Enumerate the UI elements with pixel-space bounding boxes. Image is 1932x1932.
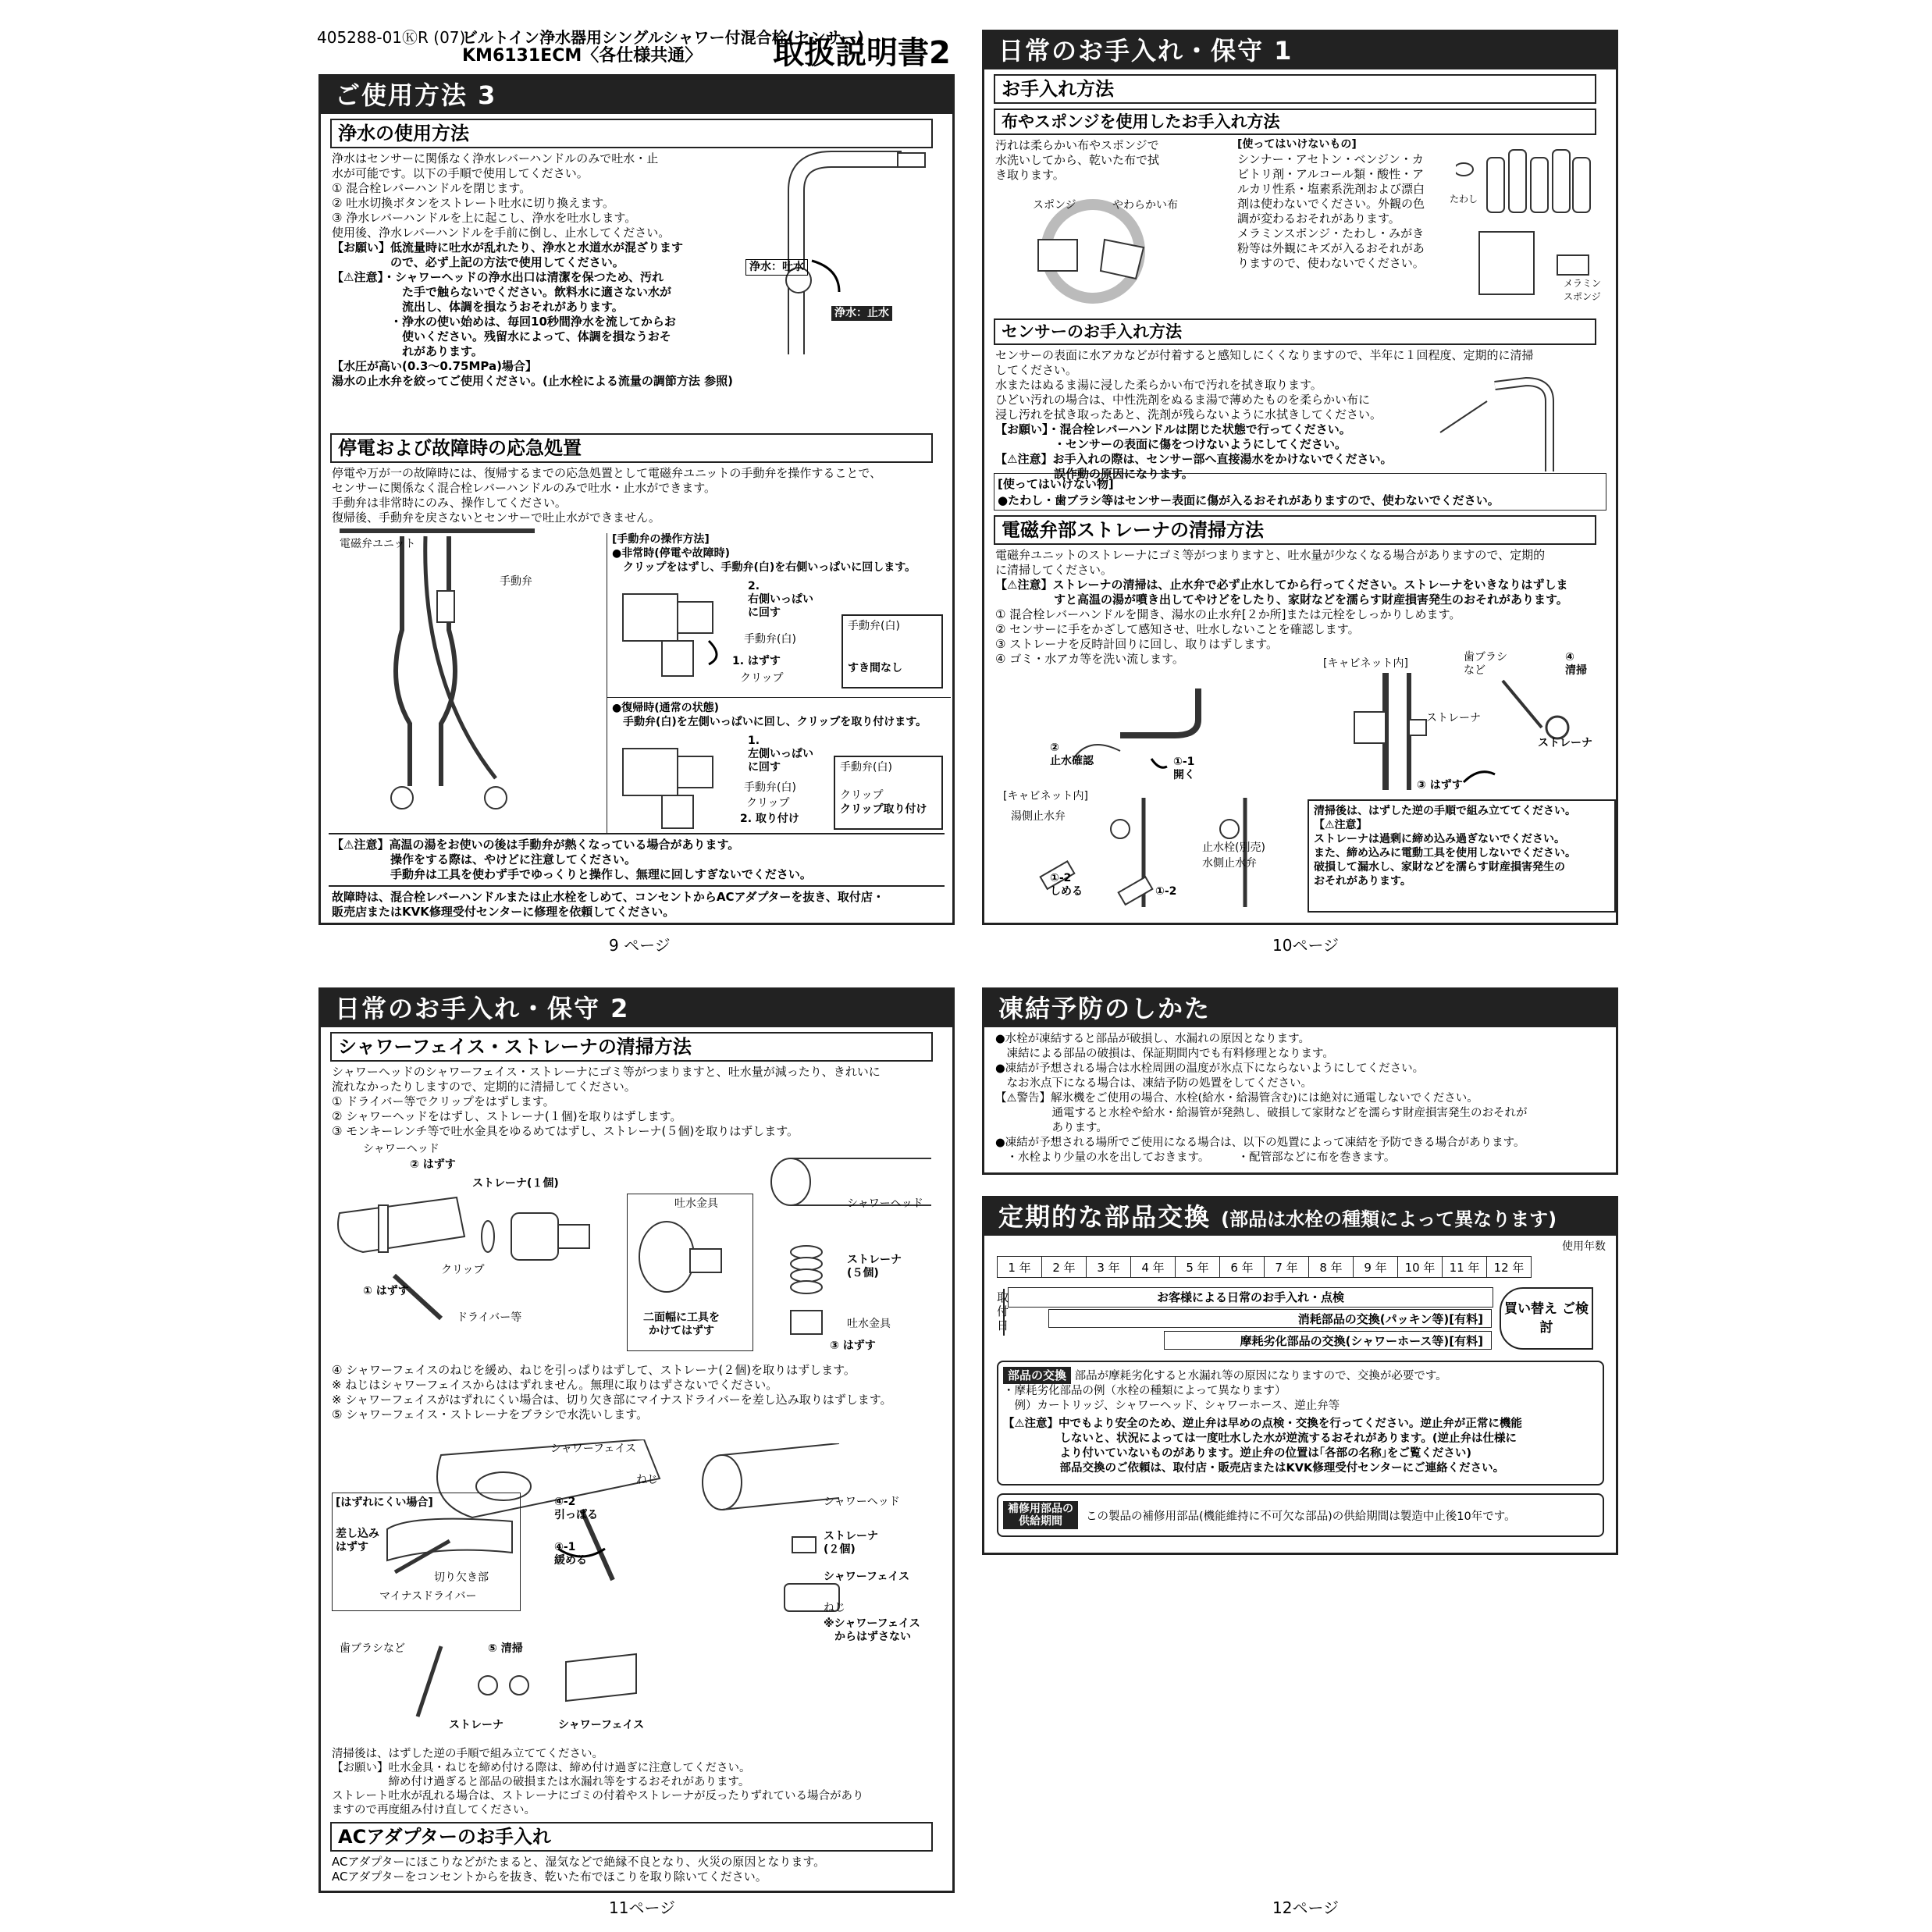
- label-cabinet: [キャビネット内]: [1323, 657, 1408, 670]
- label-shower-head: シャワーヘッド: [363, 1143, 439, 1155]
- parts-text: 部品が摩耗劣化すると水漏れ等の原因になりますので、交換が必要です。 ・摩耗劣化部品の例（水栓の種類によって異なります） 例）カートリッジ、シャワーヘッド、シャワーホース、逆止弁等: [1003, 1370, 1447, 1412]
- strainer-text: 電磁弁ユニットのストレーナにゴミ等がつまりますと、吐水量が少なくなる場合がありますので、定期的 に清掃してください。: [995, 548, 1546, 577]
- section-cloth-care: 布やスポンジを使用したお手入れ方法: [994, 109, 1596, 135]
- sensor-faucet-illustration: [1432, 370, 1604, 471]
- e-clip: クリップ: [740, 672, 784, 685]
- restore-heading: ●復帰時(通常の状態): [612, 702, 720, 714]
- page-10-title: 日常のお手入れ・保守 1: [984, 32, 1616, 69]
- emergency-instruction: クリップをはずし、手動弁(白)を右側いっぱいに回します。: [623, 561, 916, 574]
- page-10-panel: [982, 30, 1618, 925]
- page-9-panel: [318, 74, 955, 925]
- label-remove-1: ① はずす: [363, 1285, 409, 1297]
- label-brush: 歯ブラシなど: [340, 1642, 405, 1655]
- section-sensor-care: センサーのお手入れ方法: [994, 318, 1596, 345]
- label-close: ①-2 しめる: [1050, 872, 1083, 898]
- label-spout: 吐水金具: [674, 1197, 718, 1210]
- label-shower-face-3: シャワーフェイス: [558, 1719, 645, 1731]
- page-9-number: 9 ページ: [609, 936, 671, 955]
- label-1-2: ①-2: [1155, 885, 1177, 898]
- label-driver: ドライバー等: [457, 1311, 522, 1324]
- label-remove-2: ② はずす: [410, 1158, 456, 1171]
- supply-tag: 補修用部品の 供給期間: [1003, 1501, 1078, 1529]
- solenoid-unit-illustration: [340, 528, 543, 833]
- ng-heading: [使ってはいけないもの]: [1237, 138, 1357, 151]
- label-screw-2: ねじ: [824, 1602, 845, 1614]
- spout-illustration: [635, 1218, 745, 1304]
- supply-text: この製品の補修用部品(機能維持に不可欠な部品)の供給期間は製造中止後10年です。: [1086, 1510, 1516, 1523]
- page-11-panel: [318, 987, 955, 1893]
- r-clip: クリップ: [746, 797, 790, 809]
- parts-title-sub: (部品は水栓の種類によって異なります): [1221, 1208, 1557, 1230]
- label-strainer: ストレーナ: [1426, 712, 1481, 724]
- ng-text: シンナー・アセトン・ベンジン・カ ビトリ剤・アルコール類・酸性・ア ルカリ性系・塩素系洗剤および漂白 剤は使わないでください。外観の色 調が変わるおそれがあります。 メラミンスポンジ・たわし・みがき 粉等は外観にキズが入るおそれがあ りますので、使わないでください。: [1237, 152, 1425, 270]
- r-box-attach: クリップ取り付け: [840, 803, 927, 816]
- hot-valve-caution: 【⚠注意】高温の湯をお使いの後は手動弁が熱くなっている場合があります。 操作をする際は、やけどに注意してください。 手動弁は工具を使わず手でゆっくりと操作し、無理に回しすぎないでください。: [332, 838, 812, 881]
- label-minus-driver: マイナスドライバー: [379, 1590, 477, 1603]
- product-name: ビルトイン浄水器用シングルシャワー付混合栓(センサー): [462, 28, 864, 47]
- years-label: 使用年数: [1562, 1240, 1606, 1253]
- label-confirm: ② 止水確認: [1050, 742, 1094, 767]
- year-cell: 1 年: [998, 1257, 1042, 1278]
- supply-period-box: [997, 1493, 1604, 1537]
- sensor-ng-heading: [使ってはいけない物]: [998, 477, 1114, 491]
- doc-code: 405288-01ⓀR (07): [317, 28, 466, 47]
- label-shisui: 浄水：止水: [831, 306, 892, 321]
- label-open: ①-1 開く: [1173, 756, 1195, 781]
- model-number: KM6131ECM〈各仕様共通〉: [462, 46, 703, 66]
- ac-adapter-text: ACアダプターにほこりなどがたまると、湿気などで絶縁不良となり、火災の原因となります。 ACアダプターをコンセントからを抜き、乾いた布でほこりを取り除いてください。: [332, 1855, 826, 1884]
- year-cell: 7 年: [1265, 1257, 1309, 1278]
- year-cell: 12 年: [1487, 1257, 1532, 1278]
- page-12-parts-panel: [982, 1196, 1618, 1555]
- label-shower-face-2: シャワーフェイス: [824, 1571, 910, 1583]
- r-step2: 2. 取り付け: [740, 813, 799, 825]
- cloth-care-text: 汚れは柔らかい布やスポンジで 水洗いしてから、乾いた布で拭 き取ります。: [995, 138, 1160, 182]
- label-strainer-2pc: ストレーナ (２個): [824, 1530, 878, 1556]
- shower-face-text: シャワーヘッドのシャワーフェイス・ストレーナにゴミ等がつまりますと、吐水量が減ったり、きれいに 流れなかったりしますので、定期的に清掃してください。 ① ドライバー等でクリップをはずします。 ② シャワーヘッドをはずし、ストレーナ(１個)を取りはずします。 ③ モンキーレンチ等で吐水金具をゆるめてはずし、ストレーナ(５個)を取りはずします。: [332, 1065, 881, 1138]
- label-clean: ④ 清掃: [1565, 651, 1587, 677]
- doc-title: 取扱説明書2: [773, 35, 951, 71]
- page-11-title: 日常のお手入れ・保守 2: [321, 990, 952, 1027]
- year-cell: 4 年: [1131, 1257, 1176, 1278]
- label-cabinet-2: [キャビネット内]: [1003, 790, 1088, 802]
- label-cold-valve: 水側止水弁: [1202, 857, 1257, 870]
- sensor-ng-text: ●たわし・歯ブラシ等はセンサー表面に傷が入るおそれがありますので、使わないでください。: [998, 493, 1500, 507]
- label-4-2: ④-2 引っぱる: [554, 1496, 598, 1521]
- year-cell: 2 年: [1042, 1257, 1087, 1278]
- label-strainer-3: ストレーナ: [449, 1719, 503, 1731]
- e-step2: 2. 右側いっぱい に回す: [748, 580, 813, 619]
- label-shower-head-2: シャワーヘッド: [847, 1197, 923, 1210]
- label-shower-face: シャワーフェイス: [550, 1443, 637, 1455]
- label-remove-3: ③ はずす: [830, 1340, 876, 1352]
- emergency-heading: ●非常時(停電や故障時): [612, 547, 731, 560]
- label-strainer-5: ストレーナ (５個): [847, 1254, 902, 1279]
- label-hot-valve: 湯側止水弁: [1011, 810, 1066, 823]
- label-toothbrush: 歯ブラシ など: [1464, 651, 1507, 677]
- label-clean-5: ⑤ 清掃: [488, 1642, 523, 1655]
- page-10-number: 10ページ: [1272, 936, 1340, 955]
- parts-replacement-box: [997, 1361, 1604, 1485]
- valve-restore-illustration: [615, 733, 740, 831]
- parts-caution: 【⚠注意】中でもより安全のため、逆止弁は早めの点検・交換を行ってください。逆止弁が正常に機能 しないと、状況によっては一度吐水した水が逆流するおそれがあります。(逆止弁は仕様に より付いていないものがあります。逆止弁の位置は｢各部の名称｣をご覧ください) 部品交換のご依頼は、取付店・販売店またはKVK修理受付センターにご連絡ください。: [1003, 1418, 1522, 1475]
- shower-face-text-2: ④ シャワーフェイスのねじを緩め、ねじを引っぱりはずして、ストレーナ(２個)を取りはずします。 ※ ねじはシャワーフェイスからははずれません。無理に取りはずさないでください。 ※ シャワーフェイスがはずれにくい場合は、切り欠き部にマイナスドライバーを差し込み取りはずします。 ⑤ シャワーフェイス・ストレーナをブラシで水洗いします。: [332, 1363, 892, 1421]
- r-box-clip: クリップ: [840, 789, 884, 802]
- label-remove: ③ はずす: [1417, 779, 1463, 792]
- r-detail-box: [834, 756, 943, 830]
- label-strainer-2: ストレーナ: [1538, 737, 1592, 749]
- brush-clean-illustration: [410, 1638, 644, 1724]
- sensor-care-text: センサーの表面に水アカなどが付着すると感知しにくくなりますので、半年に１回程度、定期的に清掃 してください。 水またはぬるま湯に浸した柔らかい布で汚れを拭き取ります。 ひどい汚れの場合は、中性洗剤をぬるま湯で薄めたものを柔らかい布に 浸し汚れを拭き取ったあと、洗剤が残らないように水拭きしてください。: [995, 348, 1534, 422]
- r-box-valve: 手動弁(白): [840, 761, 892, 774]
- freeze-title: 凍結予防のしかた: [984, 990, 1616, 1027]
- year-cell: 5 年: [1176, 1257, 1220, 1278]
- section-shower-face: シャワーフェイス・ストレーナの清掃方法: [330, 1032, 933, 1062]
- emergency-text: 停電や万が一の故障時には、復帰するまでの応急処置として電磁弁ユニットの手動弁を操作することで、 センサーに関係なく混合栓レバーハンドルのみで吐水・止水ができます。 手動弁は非常時にのみ、操作してください。 復帰後、手動弁を戻さないとセンサーで吐止水ができません。: [332, 466, 882, 525]
- e-detail-box: [841, 614, 943, 688]
- r-step1: 1. 左側いっぱい に回す: [748, 735, 813, 774]
- label-insert: 差し込み はずす: [336, 1528, 379, 1553]
- years-table: [997, 1256, 1532, 1278]
- strainer-removal-illustration: [1323, 673, 1604, 790]
- strainer-steps: ① 混合栓レバーハンドルを開き、湯水の止水弁[２か所]または元栓をしっかりしめます。 ② センサーに手をかざして感知させ、吐水しないことを確認します。 ③ ストレーナを反時計回りに回し、取りはずします。 ④ ゴミ・水アカ等を洗い流します。: [995, 607, 1461, 666]
- section-purified-usage: 浄水の使用方法: [330, 119, 933, 148]
- purified-usage-text: 浄水はセンサーに関係なく浄水レバーハンドルのみで吐水・止 水が可能です。以下の手順で使用してください。 ① 混合栓レバーハンドルを閉じます。 ② 吐水切換ボタンをストレート吐水に切り換えます。 ③ 浄水レバーハンドルを上に起こし、浄水を吐水します。 使用後、浄水レバーハンドルを手前に倒し、止水してください。: [332, 151, 671, 240]
- minus-driver-illustration: [379, 1514, 516, 1576]
- bar-daily-care: お客様による日常のお手入れ・点検: [1008, 1287, 1493, 1308]
- bar-wear-parts: 摩耗劣化部品の交換(シャワーホース等)[有料]: [1164, 1331, 1492, 1350]
- op-heading: [手動弁の操作方法]: [612, 533, 710, 546]
- year-cell: 6 年: [1220, 1257, 1265, 1278]
- r-valve: 手動弁(白): [744, 781, 796, 794]
- faucet-illustration: [722, 144, 955, 362]
- label-kyusui: 浄水：吐水: [745, 259, 808, 276]
- label-melamine: メラミン スポンジ: [1564, 278, 1602, 302]
- freeze-text: ●水栓が凍結すると部品が破損し、水漏れの原因となります。 凍結による部品の破損は、保証期間内でも有料修理となります。 ●凍結が予想される場合は水栓周囲の温度が氷点下にならないようにしてください。 なお氷点下になる場合は、凍結予防の処置をしてください。 【⚠警告】解氷機をご使用の場合、水栓(給水・給湯管含む)には絶対に通電しないでください。 通電すると水栓や給水・給湯管が発熱し、破損して家財などを濡らす財産損害発生のおそれが あります。 ●凍結が予想される場所でご使用になる場合は、以下の処置によって凍結を予防できる場合があります。 ・水栓より少量の水を出しておきます。 ・配管部などに布を巻きます。: [995, 1033, 1528, 1164]
- purified-usage-warnings: 【お願い】低流量時に吐水が乱れたり、浄水と水道水が混ざります ので、必ず上記の方法で使用してください。 【⚠注意】・シャワーヘッドの浄水出口は清潔を保つため、汚れ た手で触らないでください。飲料水に適さない水が 流出し、体調を損なうおそれがあります。 ・浄水の使い始めは、毎回10秒間浄水を流してからお 使いください。残留水によって、体調を損なうおそ れがあります。 【水圧が高い(0.3〜0.75MPa)場合】 湯水の止水弁を絞ってご使用ください。(止水栓による流量の調節方法 参照): [332, 240, 733, 388]
- bar-consumable: 消耗部品の交換(パッキン等)[有料]: [1048, 1309, 1492, 1328]
- restore-instruction: 手動弁(白)を左側いっぱいに回し、クリップを取り付けます。: [623, 716, 927, 728]
- reassembly-caution-box: 清掃後は、はずした逆の手順で組み立ててください。 【⚠注意】 ストレーナは過剰に締め込み過ぎないでください。 また、締め込みに電動工具を使用しないでください。 破損して漏水し、家財などを濡らす財産損害発生の おそれがあります。: [1308, 799, 1616, 913]
- e-step1: 1. はずす: [732, 655, 781, 667]
- year-cell: 8 年: [1309, 1257, 1354, 1278]
- label-clip: クリップ: [441, 1264, 485, 1276]
- repair-request: 故障時は、混合栓レバーハンドルまたは止水栓をしめて、コンセントからACアダプターを抜き、取付店・ 販売店またはKVK修理受付センターに修理を依頼してください。: [332, 890, 884, 919]
- manual-valve-operation: [607, 533, 951, 833]
- year-cell: 10 年: [1398, 1257, 1443, 1278]
- parts-title: 定期的な部品交換 (部品は水栓の種類によって異なります): [984, 1198, 1616, 1236]
- year-cell: 3 年: [1087, 1257, 1131, 1278]
- section-care-method: お手入れ方法: [994, 74, 1596, 104]
- e-valve: 手動弁(白): [744, 633, 796, 646]
- valve-emergency-illustration: [615, 578, 740, 680]
- e-box-valve: 手動弁(白): [848, 620, 900, 632]
- spout-detail-box: [627, 1194, 753, 1351]
- label-spout-2: 吐水金具: [847, 1318, 891, 1330]
- label-note: ※シャワーフェイス からはずさない: [824, 1617, 920, 1643]
- label-strainer-1: ストレーナ(１個): [472, 1177, 559, 1190]
- page-12-freeze-panel: [982, 987, 1618, 1175]
- parts-tag: 部品の交換: [1003, 1367, 1071, 1384]
- sensor-care-warnings: 【お願い】・混合栓レバーハンドルは閉じた状態で行ってください。 ・センサーの表面に傷をつけないようにしてください。 【⚠注意】お手入れの際は、センサー部へ直接湯水をかけないでください。 誤作動の原因になります。: [995, 422, 1393, 481]
- section-ac-adapter: ACアダプターのお手入れ: [330, 1822, 933, 1852]
- label-notch: 切り欠き部: [434, 1571, 489, 1584]
- page-11-number: 11ページ: [609, 1898, 676, 1917]
- label-shower-head-3: シャワーヘッド: [824, 1496, 900, 1508]
- e-box-gap: すき間なし: [848, 662, 902, 674]
- label-stopcock: 止水栓(別売): [1202, 841, 1265, 854]
- hard-removal-box: [332, 1493, 521, 1611]
- label-flat: 二面幅に工具を かけてはずす: [643, 1311, 720, 1337]
- page-9-title: ご使用方法 3: [321, 76, 952, 114]
- year-cell: 11 年: [1443, 1257, 1487, 1278]
- shower-head-removal-illustration: [332, 1182, 613, 1322]
- label-sponge: スポンジ: [1033, 199, 1076, 212]
- label-4-1: ④-1 緩める: [554, 1541, 587, 1567]
- label-solenoid-unit: 電磁弁ユニット: [340, 538, 416, 550]
- label-tawashi: たわし: [1450, 194, 1478, 205]
- section-solenoid-strainer: 電磁弁部ストレーナの清掃方法: [994, 515, 1596, 545]
- strainer-caution: 【⚠注意】ストレーナの清掃は、止水弁で必ず止水してから行ってください。ストレーナをいきなりはずしま すと高温の湯が噴き出してやけどをしたり、家財などを濡らす財産損害発生のおそれがあります。: [995, 578, 1568, 607]
- from-install-label: 取 付 日: [997, 1290, 1009, 1332]
- label-manual-valve: 手動弁: [500, 575, 532, 588]
- label-soft-cloth: やわらかい布: [1112, 199, 1178, 212]
- section-emergency: 停電および故障時の応急処置: [330, 433, 933, 463]
- label-hard: [はずれにくい場合]: [336, 1496, 433, 1509]
- label-screw: ねじ: [636, 1474, 658, 1486]
- year-cell: 9 年: [1354, 1257, 1398, 1278]
- after-cleaning-text: 清掃後は、はずした逆の手順で組み立ててください。 【お願い】吐水金具・ねじを締め付ける際は、締め付け過ぎに注意してください。 締め付け過ぎると部品の破損または水漏れ等をするおそれがあります。 ストレート吐水が乱れる場合は、ストレーナにゴミの付着やストレーナが反ったりずれている場合があり ますので再度組み付け直してください。: [332, 1748, 864, 1816]
- replace-consider: 買い替え ご検討: [1500, 1287, 1593, 1350]
- page-12-number: 12ページ: [1272, 1898, 1340, 1917]
